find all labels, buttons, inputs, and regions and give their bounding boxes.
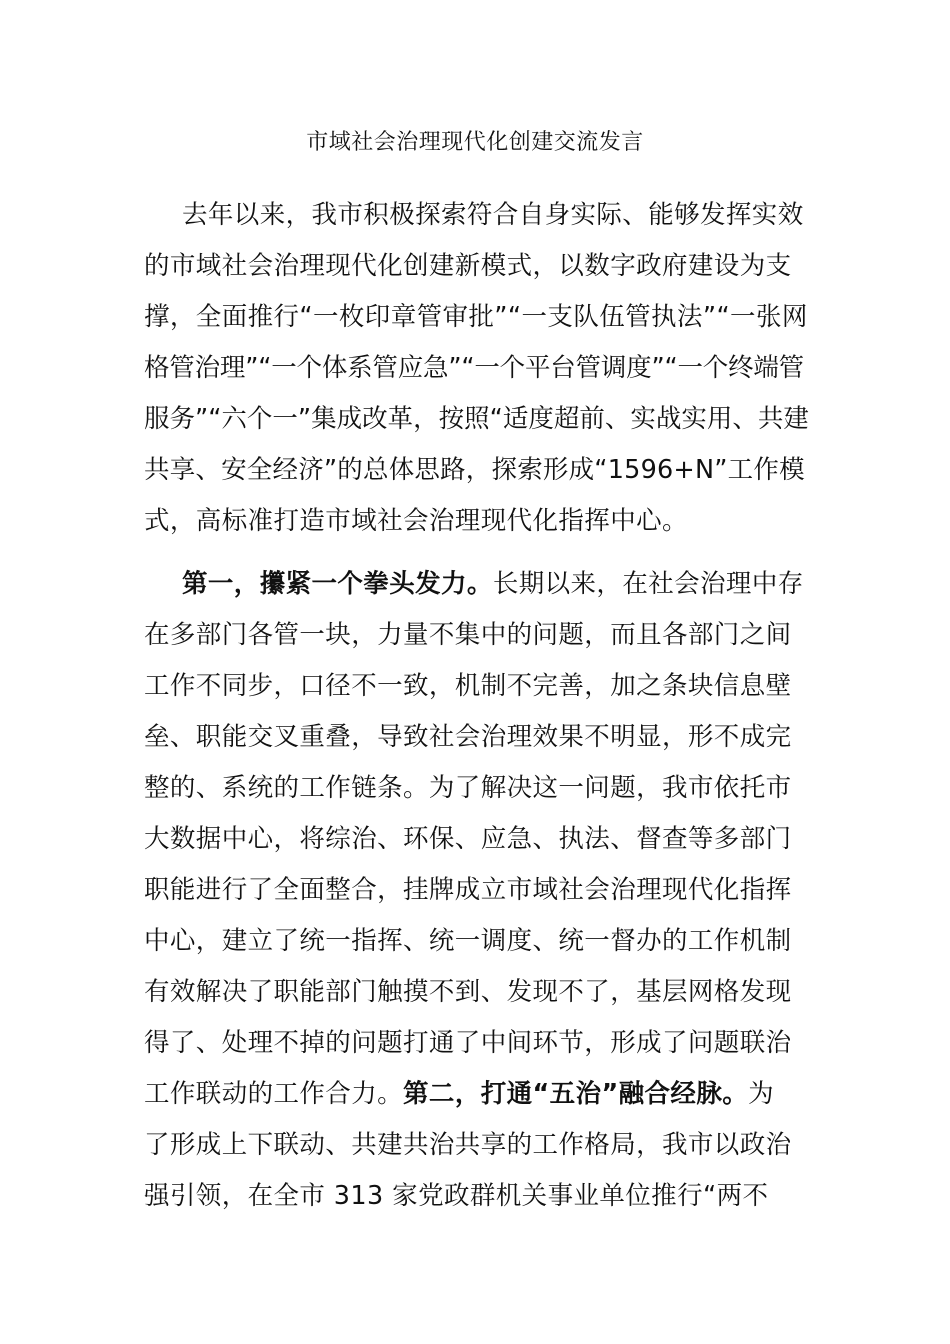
text-line: 格管治理”“一个体系管应急”“一个平台管调度”“一个终端管 [144,353,804,383]
section-heading-second: 第二，打通“五治”融合经脉。 [403,1079,749,1109]
text-line: 了形成上下联动、共建共治共享的工作格局，我市以政治 [144,1130,792,1160]
text-line: 中心，建立了统一指挥、统一调度、统一督办的工作机制 [144,926,792,956]
document-title: 市域社会治理现代化创建交流发言 [306,130,644,155]
text-line: 职能进行了全面整合，挂牌成立市域社会治理现代化指挥 [144,875,792,905]
paragraph-intro [144,195,808,552]
text-line: 强引领，在全市 313 家党政群机关事业单位推行“两不 [144,1181,769,1211]
text-line: 共享、安全经济”的总体思路，探索形成“1596+N”工作模 [144,455,805,485]
text-line: 垒、职能交叉重叠，导致社会治理效果不明显，形不成完 [144,722,792,752]
text-line: 服务”“六个一”集成改革，按照“适度超前、实战实用、共建 [144,404,809,434]
text-line [144,1074,808,1125]
text-line: 得了、处理不掉的问题打通了中间环节，形成了问题联治 [144,1028,792,1058]
document-body [144,195,808,1227]
text-line: 在多部门各管一块，力量不集中的问题，而且各部门之间 [144,620,792,650]
text-line: 工作不同步，口径不一致，机制不完善，加之条块信息壁 [144,671,792,701]
text-line: 大数据中心，将综治、环保、应急、执法、督查等多部门 [144,824,792,854]
text-line: 整的、系统的工作链条。为了解决这一问题，我市依托市 [144,773,792,803]
text-line [144,564,808,615]
section-heading-first: 第一，攥紧一个拳头发力。 [182,569,493,599]
text-line: 撑，全面推行“一枚印章管审批”“一支队伍管执法”“一张网 [144,302,808,332]
text-run: 为 [748,1079,775,1109]
paragraph-first-point [144,564,808,1227]
text-line: 的市域社会治理现代化创建新模式，以数字政府建设为支 [144,251,792,281]
text-line: 式，高标准打造市域社会治理现代化指挥中心。 [144,506,688,536]
text-run: 工作联动的工作合力。 [144,1079,404,1109]
text-line: 去年以来，我市积极探索符合自身实际、能够发挥实效 [182,200,804,230]
text-run: 长期以来，在社会治理中存 [492,569,804,599]
paragraph-spacer [144,552,808,564]
text-line: 有效解决了职能部门触摸不到、发现不了，基层网格发现 [144,977,792,1007]
